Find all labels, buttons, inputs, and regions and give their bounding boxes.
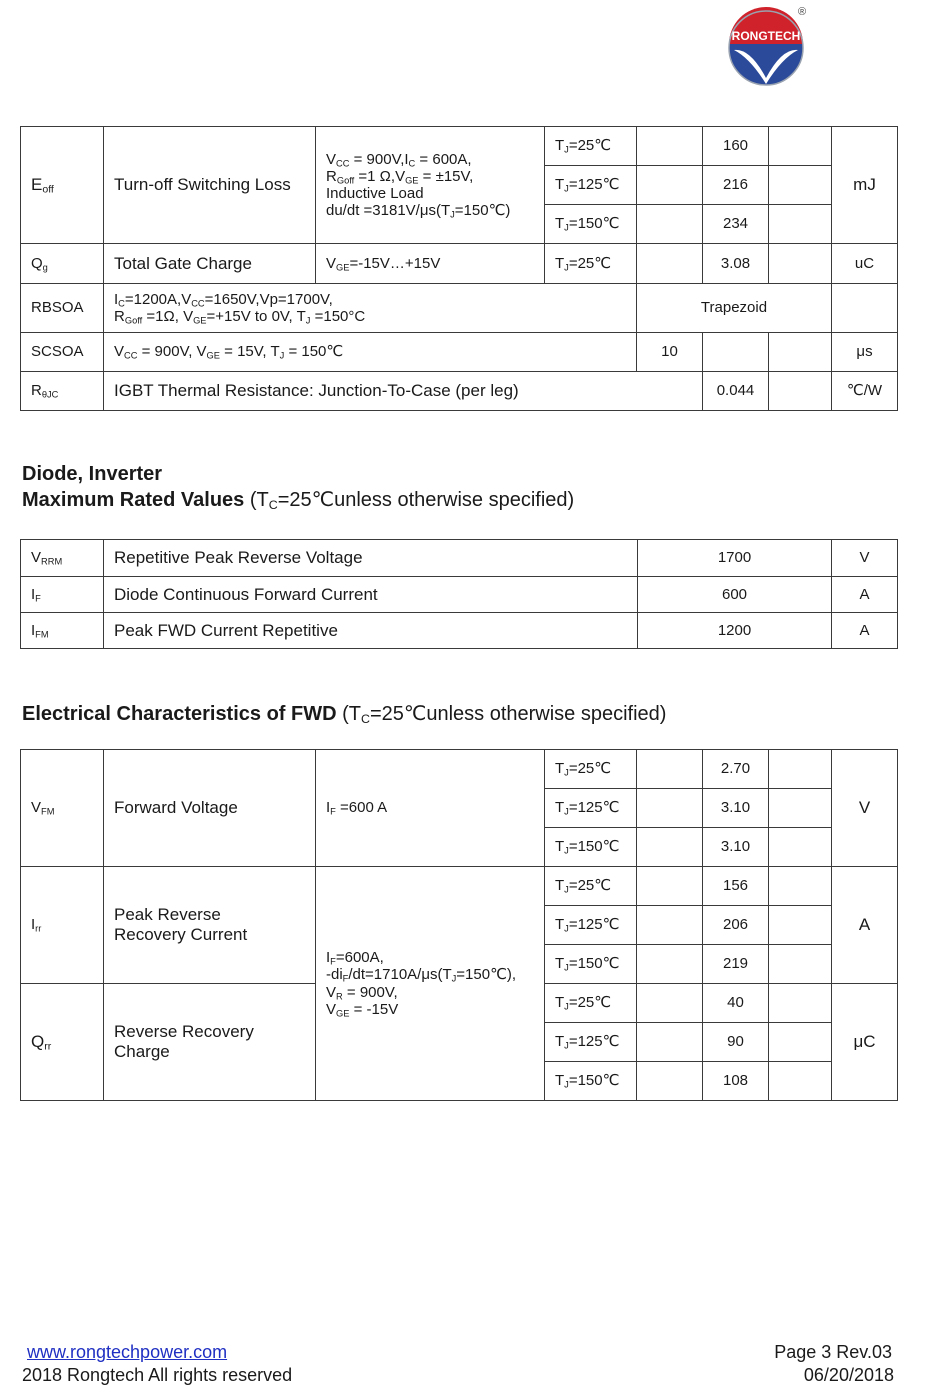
tj-condition: $T_J=25℃$ — [545, 127, 637, 166]
qg-conditions: $V_{GE}=-15V\dots+15V$ — [316, 244, 545, 284]
min-value: 10 — [637, 333, 703, 372]
typ-value: 216 — [703, 166, 769, 205]
tj-condition: $T_J=25℃$ — [545, 984, 637, 1023]
rth-symbol: $R_{\theta JC}$ — [21, 372, 104, 411]
table-row — [21, 333, 898, 372]
qrr-symbol: $Q_{rr}$ — [21, 984, 104, 1101]
if-symbol: $I_F$ — [21, 577, 104, 613]
tj-condition: $T_J=25℃$ — [545, 867, 637, 906]
footer-page: Page 3 Rev.03 — [774, 1342, 892, 1362]
typ-value: 108 — [703, 1062, 769, 1101]
ifm-parameter: Peak FWD Current Repetitive — [104, 613, 638, 649]
tj-condition: $T_J=25℃$ — [545, 244, 637, 284]
if-value: 600 — [638, 577, 832, 613]
table-row — [21, 244, 898, 284]
ifm-symbol: $I_{FM}$ — [21, 613, 104, 649]
if-unit: A — [832, 577, 898, 613]
typ-value: 3.08 — [703, 244, 769, 284]
scsoa-conditions: $V_{CC} = 900V$, $V_{GE} = 15V$, $T_J$ = 150℃ — [104, 333, 637, 372]
irr-parameter: Peak Reverse Recovery Current — [104, 867, 316, 984]
registered-mark: ® — [797, 6, 807, 18]
eoff-parameter: Turn-off Switching Loss — [104, 127, 316, 244]
table-row — [21, 372, 898, 411]
rth-parameter: IGBT Thermal Resistance: Junction-To-Case (per leg) — [104, 372, 703, 411]
irr-symbol: $I_{rr}$ — [21, 867, 104, 984]
qg-parameter: Total Gate Charge — [104, 244, 316, 284]
tj-condition: $T_J=125℃$ — [545, 166, 637, 205]
typ-value: 160 — [703, 127, 769, 166]
typ-value: 3.10 — [703, 828, 769, 867]
table-row — [21, 867, 898, 906]
table-row — [21, 613, 898, 649]
tj-condition: $T_J=125℃$ — [545, 789, 637, 828]
qg-unit: uC — [832, 244, 898, 284]
if-parameter: Diode Continuous Forward Current — [104, 577, 638, 613]
fwd-heading: Electrical Characteristics of FWD ($T_C=25℃unless$ otherwise specified) — [22, 703, 667, 727]
tj-condition: $T_J=25℃$ — [545, 750, 637, 789]
rbsoa-conditions: $I_C=1200A,V_{CC}=1650V,Vp=1700V$, $R_{Goff} =1\Omega$, $V_{GE}=+15V$ to 0V, $T_J =150^\circ C$ — [104, 284, 637, 333]
vfm-conditions: $I_F =600$ A — [316, 750, 545, 867]
ifm-unit: A — [832, 613, 898, 649]
scsoa-unit: μs — [832, 333, 898, 372]
vrrm-value: 1700 — [638, 540, 832, 577]
footer-copyright: 2018 Rongtech All rights reserved — [22, 1365, 293, 1385]
scsoa-symbol: SCSOA — [21, 333, 104, 372]
eoff-conditions: $V_{CC} = 900V,I_C = 600A$, $R_{Goff} =1$ $\Omega,V_{GE} = \pm 15V$, Inductive Load $du/dt =3181V/\mu s(T_J=150℃)$ — [316, 127, 545, 244]
rongtech-logo — [726, 4, 808, 86]
table-row — [21, 750, 898, 789]
switching-table — [20, 126, 898, 411]
tj-condition: $T_J=150℃$ — [545, 945, 637, 984]
typ-value: 219 — [703, 945, 769, 984]
recovery-conditions: $I_F=600A$, $-di_F/dt=1710A/\mu s(T_J=150℃)$, $V_R = 900V$, $V_{GE} = -15V$ — [316, 867, 545, 1101]
table-row — [21, 540, 898, 577]
typ-value: 0.044 — [703, 372, 769, 411]
eoff-symbol: $E_{off}$ — [21, 127, 104, 244]
typ-value: 90 — [703, 1023, 769, 1062]
table-row — [21, 127, 898, 166]
tj-condition: $T_J=125℃$ — [545, 1023, 637, 1062]
vrrm-symbol: $V_{RRM}$ — [21, 540, 104, 577]
vfm-unit: V — [832, 750, 898, 867]
qg-symbol: $Q_g$ — [21, 244, 104, 284]
typ-value: 3.10 — [703, 789, 769, 828]
footer-date: 06/20/2018 — [803, 1365, 894, 1385]
irr-unit: A — [832, 867, 898, 984]
rth-unit: ℃/W — [832, 372, 898, 411]
table-row — [21, 284, 898, 333]
diode-max-table — [20, 539, 898, 649]
ifm-value: 1200 — [638, 613, 832, 649]
vrrm-unit: V — [832, 540, 898, 577]
website-link[interactable]: www.rongtechpower.com — [27, 1342, 228, 1362]
tj-condition: $T_J=150℃$ — [545, 1062, 637, 1101]
typ-value: 206 — [703, 906, 769, 945]
qrr-unit: μC — [832, 984, 898, 1101]
tj-condition: $T_J=150℃$ — [545, 205, 637, 244]
logo-text: RONGTECH — [731, 29, 801, 43]
typ-value: 156 — [703, 867, 769, 906]
fwd-table — [20, 749, 898, 1101]
qrr-parameter: Reverse Recovery Charge — [104, 984, 316, 1101]
typ-value: 234 — [703, 205, 769, 244]
footer-url[interactable] — [27, 1341, 227, 1363]
tj-condition: $T_J=125℃$ — [545, 906, 637, 945]
rbsoa-symbol: RBSOA — [21, 284, 104, 333]
typ-value: 40 — [703, 984, 769, 1023]
rbsoa-value: Trapezoid — [637, 284, 832, 333]
tj-condition: $T_J=150℃$ — [545, 828, 637, 867]
vfm-symbol: $V_{FM}$ — [21, 750, 104, 867]
eoff-unit: mJ — [832, 127, 898, 244]
vfm-parameter: Forward Voltage — [104, 750, 316, 867]
typ-value: 2.70 — [703, 750, 769, 789]
vrrm-parameter: Repetitive Peak Reverse Voltage — [104, 540, 638, 577]
diode-heading: Diode, Inverter Maximum Rated Values ($T_C=25℃unless$ otherwise specified) — [22, 463, 575, 513]
table-row — [21, 577, 898, 613]
